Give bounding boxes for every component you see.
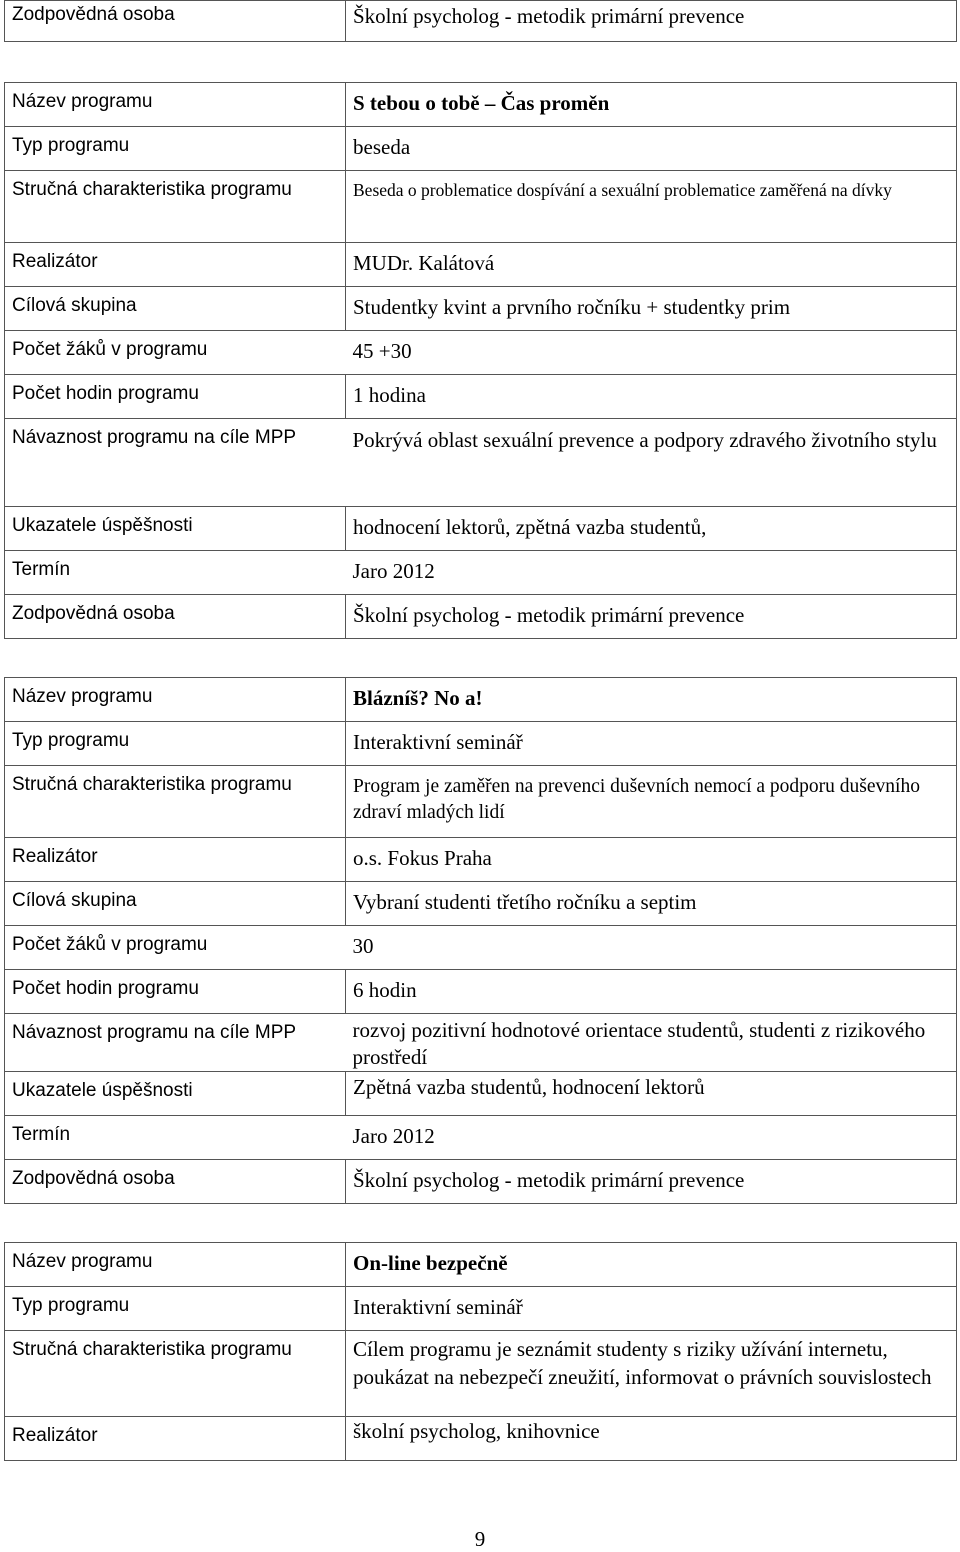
label-navaznost: Návaznost programu na cíle MPP (5, 1014, 346, 1072)
label-zodpovedna: Zodpovědná osoba (5, 1, 346, 42)
label-zodpovedna: Zodpovědná osoba (5, 595, 346, 639)
label-nazev: Název programu (5, 83, 346, 127)
page-number: 9 (474, 1527, 486, 1551)
program-responsible: Školní psycholog - metodik primární prevence (346, 1160, 957, 1204)
program-title: Blázníš? No a! (346, 678, 957, 722)
program-table-1 (4, 82, 957, 639)
program-type: beseda (346, 127, 957, 171)
label-navaznost: Návaznost programu na cíle MPP (5, 419, 346, 507)
program-term: Jaro 2012 (346, 1116, 957, 1160)
label-typ: Typ programu (5, 127, 346, 171)
label-realizator: Realizátor (5, 838, 346, 882)
label-termin: Termín (5, 1116, 346, 1160)
label-typ: Typ programu (5, 1287, 346, 1331)
program-target-group: Studentky kvint a prvního ročníku + studentky prim (346, 287, 957, 331)
value-zodpovedna: Školní psycholog - metodik primární prevence (346, 1, 957, 42)
label-zodpovedna: Zodpovědná osoba (5, 1160, 346, 1204)
label-strucna: Stručná charakteristika programu (5, 766, 346, 838)
program-target-group: Vybraní studenti třetího ročníku a septim (346, 882, 957, 926)
program-table-2 (4, 677, 957, 1204)
label-nazev: Název programu (5, 1243, 346, 1287)
label-typ: Typ programu (5, 722, 346, 766)
program-type: Interaktivní seminář (346, 722, 957, 766)
label-realizator: Realizátor (5, 243, 346, 287)
label-pocet-hodin: Počet hodin programu (5, 970, 346, 1014)
program-mpp-link: rozvoj pozitivní hodnotové orientace studentů, studenti z rizikového prostředí (346, 1014, 957, 1072)
label-nazev: Název programu (5, 678, 346, 722)
program-realizator: školní psycholog, knihovnice (346, 1417, 957, 1461)
program-title: S tebou o tobě – Čas proměn (346, 83, 957, 127)
label-termin: Termín (5, 551, 346, 595)
label-strucna: Stručná charakteristika programu (5, 1331, 346, 1417)
label-pocet-zaku: Počet žáků v programu (5, 331, 346, 375)
program-realizator: MUDr. Kalátová (346, 243, 957, 287)
program-description: Cílem programu je seznámit studenty s riziky užívání internetu, poukázat na nebezpečí zneužití, informovat o právních souvislostech (346, 1331, 957, 1417)
program-title: On-line bezpečně (346, 1243, 957, 1287)
label-pocet-zaku: Počet žáků v programu (5, 926, 346, 970)
program-description: Program je zaměřen na prevenci duševních nemocí a podporu duševního zdraví mladých lidí (346, 766, 957, 838)
program-student-count: 45 +30 (346, 331, 957, 375)
program-indicators: Zpětná vazba studentů, hodnocení lektorů (346, 1072, 957, 1116)
program-type: Interaktivní seminář (346, 1287, 957, 1331)
label-ukazatele: Ukazatele úspěšnosti (5, 1072, 346, 1116)
program-hours: 6 hodin (346, 970, 957, 1014)
label-cilova: Cílová skupina (5, 287, 346, 331)
label-realizator: Realizátor (5, 1417, 346, 1461)
program-indicators: hodnocení lektorů, zpětná vazba studentů, (346, 507, 957, 551)
program-term: Jaro 2012 (346, 551, 957, 595)
top-responsible-table (4, 0, 957, 42)
label-pocet-hodin: Počet hodin programu (5, 375, 346, 419)
program-hours: 1 hodina (346, 375, 957, 419)
label-ukazatele: Ukazatele úspěšnosti (5, 507, 346, 551)
label-cilova: Cílová skupina (5, 882, 346, 926)
program-responsible: Školní psycholog - metodik primární prevence (346, 595, 957, 639)
program-description: Beseda o problematice dospívání a sexuální problematice zaměřená na dívky (346, 171, 957, 243)
program-realizator: o.s. Fokus Praha (346, 838, 957, 882)
label-strucna: Stručná charakteristika programu (5, 171, 346, 243)
program-table-3 (4, 1242, 957, 1461)
program-student-count: 30 (346, 926, 957, 970)
program-mpp-link: Pokrývá oblast sexuální prevence a podpory zdravého životního stylu (346, 419, 957, 507)
